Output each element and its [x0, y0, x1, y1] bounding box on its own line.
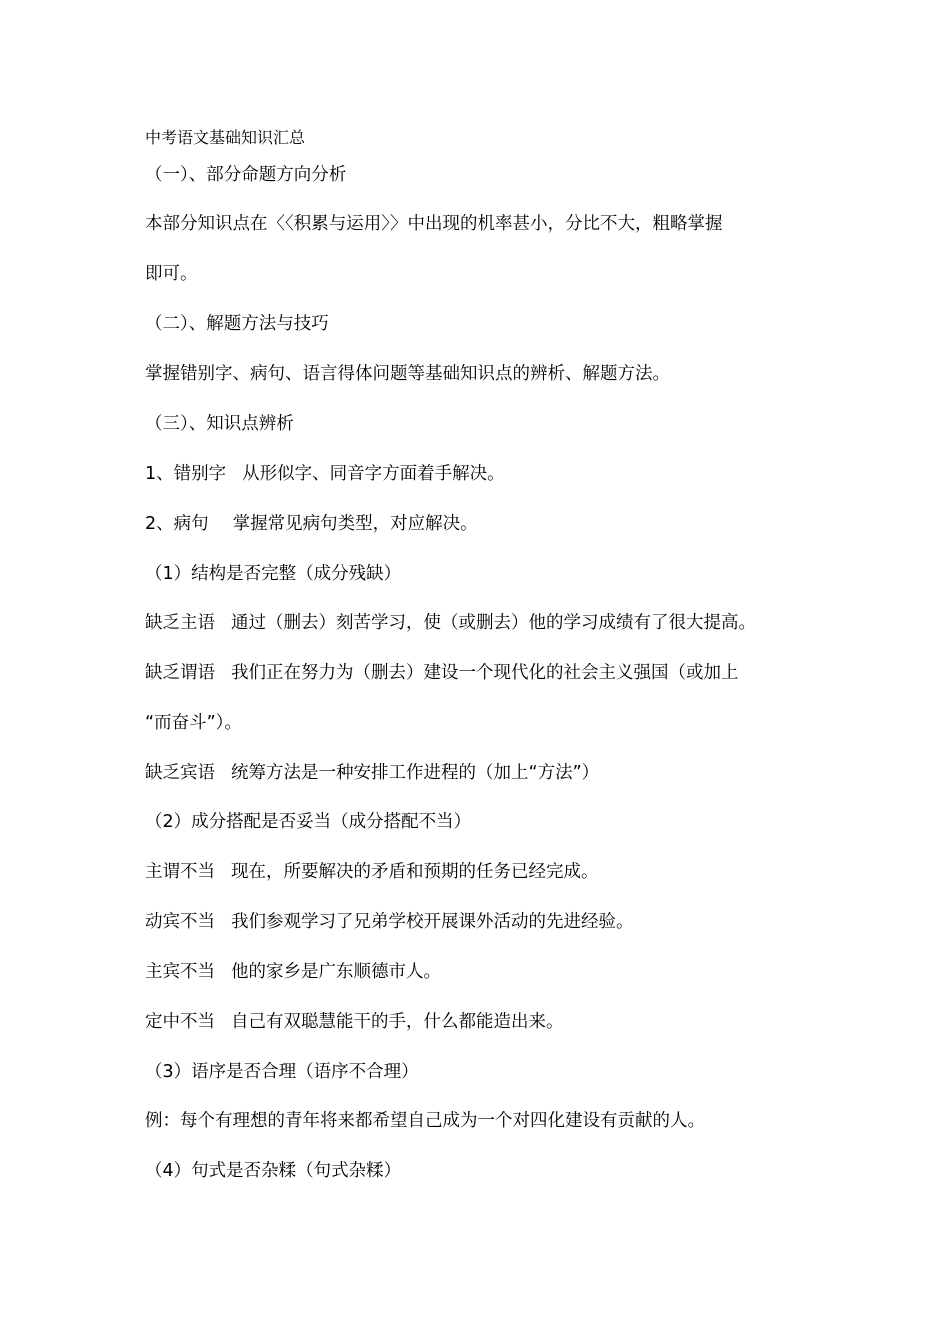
example-continuation: “而奋斗”）。	[145, 713, 242, 733]
example-row	[145, 611, 756, 635]
example-text: 我们参观学习了兄弟学校开展课外活动的先进经验。	[231, 912, 634, 932]
example-text: 我们正在努力为（删去）建设一个现代化的社会主义强国（或加上	[231, 663, 739, 683]
section-heading: （三）、知识点辨析	[145, 414, 294, 434]
paragraph-line: 掌握错别字、病句、语言得体问题等基础知识点的辨析、解题方法。	[145, 364, 670, 384]
paragraph-line: 即可。	[145, 264, 198, 284]
example-text: 现在，所要解决的矛盾和预期的任务已经完成。	[231, 862, 599, 882]
example-row	[145, 910, 634, 934]
example-label: 主宾不当	[145, 962, 215, 982]
example-row	[145, 860, 599, 884]
example-row	[145, 761, 599, 785]
subsection-heading: （4）句式是否杂糅（句式杂糅）	[145, 1161, 402, 1181]
example-label: 缺乏谓语	[145, 663, 215, 683]
subsection-heading: （2）成分搭配是否妥当（成分搭配不当）	[145, 812, 472, 832]
example-label: 动宾不当	[145, 912, 215, 932]
example-text: 统筹方法是一种安排工作进程的（加上“方法”）	[231, 763, 600, 783]
example-label: 缺乏宾语	[145, 763, 215, 783]
example-text: 他的家乡是广东顺德市人。	[231, 962, 441, 982]
example-row	[145, 960, 441, 984]
list-item-text: 掌握常见病句类型，对应解决。	[232, 514, 478, 534]
section-heading: （二）、解题方法与技巧	[145, 314, 329, 334]
list-item-text: 从形似字、同音字方面着手解决。	[242, 464, 505, 484]
example-row	[145, 661, 739, 685]
example-text: 通过（删去）刻苦学习，使（或删去）他的学习成绩有了很大提高。	[231, 613, 756, 633]
subsection-heading: （3）语序是否合理（语序不合理）	[145, 1062, 419, 1082]
list-item-label: 2、病句	[145, 514, 209, 534]
example-label: 缺乏主语	[145, 613, 215, 633]
list-item	[145, 512, 478, 536]
example-text: 自己有双聪慧能干的手，什么都能造出来。	[231, 1012, 564, 1032]
section-heading: （一）、部分命题方向分析	[145, 165, 347, 185]
example-sentence: 例：每个有理想的青年将来都希望自己成为一个对四化建设有贡献的人。	[145, 1111, 705, 1131]
example-row	[145, 1010, 564, 1034]
example-label: 主谓不当	[145, 862, 215, 882]
example-label: 定中不当	[145, 1012, 215, 1032]
paragraph-line: 本部分知识点在〈〈积累与运用〉〉中出现的机率甚小，分比不大，粗略掌握	[145, 214, 723, 234]
document-title: 中考语文基础知识汇总	[145, 128, 306, 147]
subsection-heading: （1）结构是否完整（成分残缺）	[145, 564, 402, 584]
list-item-label: 1、错别字	[145, 464, 227, 484]
list-item	[145, 462, 505, 486]
